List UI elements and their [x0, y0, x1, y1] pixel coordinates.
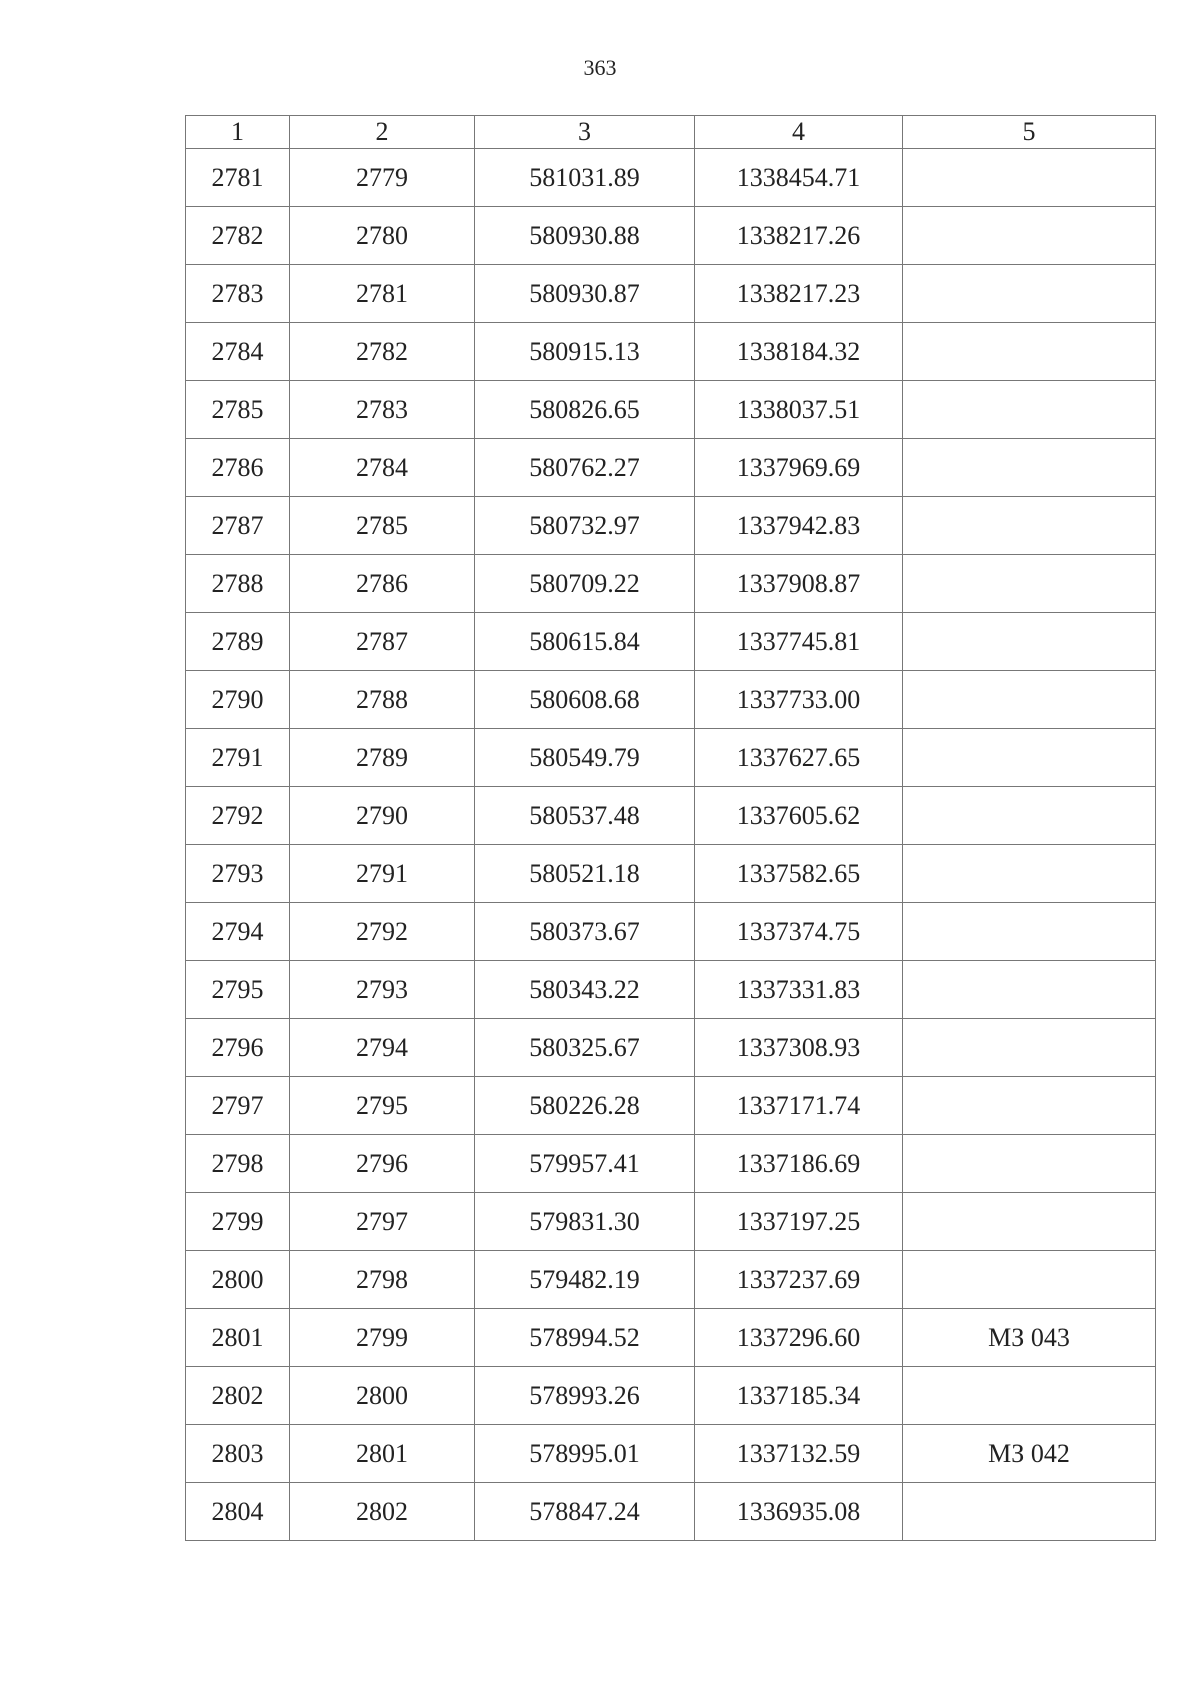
coordinates-table [185, 115, 1156, 1541]
table-cell-col-2: 2797 [290, 1193, 475, 1251]
table-row [186, 1251, 1156, 1309]
table-cell-col-2: 2793 [290, 961, 475, 1019]
table-cell-col-2: 2779 [290, 149, 475, 207]
table-cell-col-5: МЗ 042 [903, 1425, 1156, 1483]
table-cell-col-1: 2787 [186, 497, 290, 555]
table-cell-col-5 [903, 729, 1156, 787]
table-row [186, 555, 1156, 613]
table-cell-col-4: 1337908.87 [695, 555, 903, 613]
table-cell-col-2: 2800 [290, 1367, 475, 1425]
table-cell-col-3: 578993.26 [475, 1367, 695, 1425]
table-cell-col-3: 580226.28 [475, 1077, 695, 1135]
table-row [186, 1077, 1156, 1135]
table-cell-col-5 [903, 903, 1156, 961]
table-cell-col-4: 1337197.25 [695, 1193, 903, 1251]
table-cell-col-3: 578847.24 [475, 1483, 695, 1541]
table-cell-col-1: 2795 [186, 961, 290, 1019]
table-cell-col-2: 2788 [290, 671, 475, 729]
table-cell-col-3: 580537.48 [475, 787, 695, 845]
table-cell-col-2: 2784 [290, 439, 475, 497]
table-cell-col-4: 1337296.60 [695, 1309, 903, 1367]
table-cell-col-2: 2799 [290, 1309, 475, 1367]
table-cell-col-1: 2794 [186, 903, 290, 961]
table-cell-col-4: 1337374.75 [695, 903, 903, 961]
table-row [186, 1367, 1156, 1425]
table-cell-col-2: 2801 [290, 1425, 475, 1483]
table-cell-col-5 [903, 497, 1156, 555]
table-cell-col-3: 580325.67 [475, 1019, 695, 1077]
column-header-4: 4 [695, 116, 903, 149]
table-row [186, 1193, 1156, 1251]
table-cell-col-3: 579482.19 [475, 1251, 695, 1309]
table-cell-col-2: 2789 [290, 729, 475, 787]
table-cell-col-1: 2783 [186, 265, 290, 323]
table-cell-col-5 [903, 265, 1156, 323]
table-cell-col-4: 1338184.32 [695, 323, 903, 381]
table-row [186, 1425, 1156, 1483]
table-cell-col-5 [903, 845, 1156, 903]
table-cell-col-1: 2786 [186, 439, 290, 497]
table-cell-col-1: 2803 [186, 1425, 290, 1483]
table-row [186, 671, 1156, 729]
table-cell-col-1: 2782 [186, 207, 290, 265]
table-cell-col-4: 1337171.74 [695, 1077, 903, 1135]
table-cell-col-2: 2782 [290, 323, 475, 381]
table-cell-col-4: 1338454.71 [695, 149, 903, 207]
table-row [186, 903, 1156, 961]
table-cell-col-1: 2784 [186, 323, 290, 381]
table-cell-col-3: 581031.89 [475, 149, 695, 207]
table-cell-col-1: 2797 [186, 1077, 290, 1135]
table-row [186, 787, 1156, 845]
table-cell-col-2: 2791 [290, 845, 475, 903]
table-cell-col-1: 2790 [186, 671, 290, 729]
table-cell-col-3: 579831.30 [475, 1193, 695, 1251]
table-cell-col-3: 580343.22 [475, 961, 695, 1019]
table-cell-col-4: 1337185.34 [695, 1367, 903, 1425]
table-cell-col-5 [903, 787, 1156, 845]
table-cell-col-5: МЗ 043 [903, 1309, 1156, 1367]
table-row [186, 1135, 1156, 1193]
table-row [186, 439, 1156, 497]
table-cell-col-5 [903, 381, 1156, 439]
table-body [186, 149, 1156, 1541]
table-row [186, 961, 1156, 1019]
table-row [186, 1483, 1156, 1541]
table-cell-col-1: 2793 [186, 845, 290, 903]
table-cell-col-2: 2787 [290, 613, 475, 671]
table-cell-col-2: 2794 [290, 1019, 475, 1077]
table-row [186, 1019, 1156, 1077]
table-cell-col-5 [903, 439, 1156, 497]
table-cell-col-2: 2780 [290, 207, 475, 265]
table-cell-col-3: 580826.65 [475, 381, 695, 439]
table-cell-col-5 [903, 1019, 1156, 1077]
table-cell-col-4: 1337733.00 [695, 671, 903, 729]
table-cell-col-5 [903, 961, 1156, 1019]
column-header-5: 5 [903, 116, 1156, 149]
table-cell-col-1: 2789 [186, 613, 290, 671]
table-cell-col-1: 2802 [186, 1367, 290, 1425]
table-cell-col-2: 2802 [290, 1483, 475, 1541]
table-cell-col-3: 580608.68 [475, 671, 695, 729]
table-cell-col-4: 1337331.83 [695, 961, 903, 1019]
table-cell-col-2: 2798 [290, 1251, 475, 1309]
table-cell-col-4: 1338217.26 [695, 207, 903, 265]
table-cell-col-2: 2783 [290, 381, 475, 439]
table-cell-col-1: 2799 [186, 1193, 290, 1251]
table-row [186, 323, 1156, 381]
table-cell-col-3: 580762.27 [475, 439, 695, 497]
table-cell-col-2: 2792 [290, 903, 475, 961]
table-cell-col-5 [903, 1251, 1156, 1309]
table-cell-col-2: 2790 [290, 787, 475, 845]
table-cell-col-4: 1337582.65 [695, 845, 903, 903]
table-cell-col-1: 2801 [186, 1309, 290, 1367]
column-header-2: 2 [290, 116, 475, 149]
table-cell-col-3: 580615.84 [475, 613, 695, 671]
table-cell-col-1: 2788 [186, 555, 290, 613]
table-cell-col-3: 579957.41 [475, 1135, 695, 1193]
table-cell-col-4: 1336935.08 [695, 1483, 903, 1541]
table-cell-col-5 [903, 671, 1156, 729]
table-cell-col-5 [903, 149, 1156, 207]
table-row [186, 1309, 1156, 1367]
table-cell-col-3: 580930.88 [475, 207, 695, 265]
table-cell-col-4: 1337745.81 [695, 613, 903, 671]
table-cell-col-1: 2791 [186, 729, 290, 787]
table-cell-col-2: 2796 [290, 1135, 475, 1193]
table-cell-col-1: 2785 [186, 381, 290, 439]
table-row [186, 265, 1156, 323]
table-row [186, 729, 1156, 787]
table-cell-col-3: 580521.18 [475, 845, 695, 903]
table-row [186, 613, 1156, 671]
table-row [186, 497, 1156, 555]
table-cell-col-4: 1338217.23 [695, 265, 903, 323]
table-cell-col-5 [903, 1483, 1156, 1541]
table-cell-col-4: 1338037.51 [695, 381, 903, 439]
table-cell-col-5 [903, 1367, 1156, 1425]
table-cell-col-1: 2798 [186, 1135, 290, 1193]
column-header-3: 3 [475, 116, 695, 149]
table-cell-col-4: 1337605.62 [695, 787, 903, 845]
table-cell-col-2: 2785 [290, 497, 475, 555]
table-cell-col-1: 2796 [186, 1019, 290, 1077]
table-cell-col-3: 580732.97 [475, 497, 695, 555]
table-row [186, 845, 1156, 903]
page-number: 363 [583, 55, 617, 80]
table-cell-col-5 [903, 323, 1156, 381]
column-header-1: 1 [186, 116, 290, 149]
table-cell-col-1: 2800 [186, 1251, 290, 1309]
table-cell-col-2: 2781 [290, 265, 475, 323]
table-cell-col-1: 2804 [186, 1483, 290, 1541]
table-cell-col-1: 2781 [186, 149, 290, 207]
table-cell-col-3: 580930.87 [475, 265, 695, 323]
table-cell-col-4: 1337942.83 [695, 497, 903, 555]
table-cell-col-4: 1337627.65 [695, 729, 903, 787]
table-cell-col-2: 2795 [290, 1077, 475, 1135]
table-cell-col-4: 1337237.69 [695, 1251, 903, 1309]
table-cell-col-5 [903, 555, 1156, 613]
table-cell-col-3: 580373.67 [475, 903, 695, 961]
table-cell-col-5 [903, 1135, 1156, 1193]
table-cell-col-3: 580709.22 [475, 555, 695, 613]
table-cell-col-5 [903, 613, 1156, 671]
table-row [186, 207, 1156, 265]
table-cell-col-1: 2792 [186, 787, 290, 845]
table-cell-col-3: 578994.52 [475, 1309, 695, 1367]
table-header-row [186, 116, 1156, 149]
table-cell-col-3: 580915.13 [475, 323, 695, 381]
table-cell-col-3: 580549.79 [475, 729, 695, 787]
table-cell-col-5 [903, 1193, 1156, 1251]
table-cell-col-4: 1337308.93 [695, 1019, 903, 1077]
table-cell-col-3: 578995.01 [475, 1425, 695, 1483]
table-row [186, 381, 1156, 439]
table-cell-col-4: 1337969.69 [695, 439, 903, 497]
table-cell-col-4: 1337186.69 [695, 1135, 903, 1193]
table-cell-col-2: 2786 [290, 555, 475, 613]
table-cell-col-5 [903, 207, 1156, 265]
table-cell-col-4: 1337132.59 [695, 1425, 903, 1483]
table-cell-col-5 [903, 1077, 1156, 1135]
table-row [186, 149, 1156, 207]
